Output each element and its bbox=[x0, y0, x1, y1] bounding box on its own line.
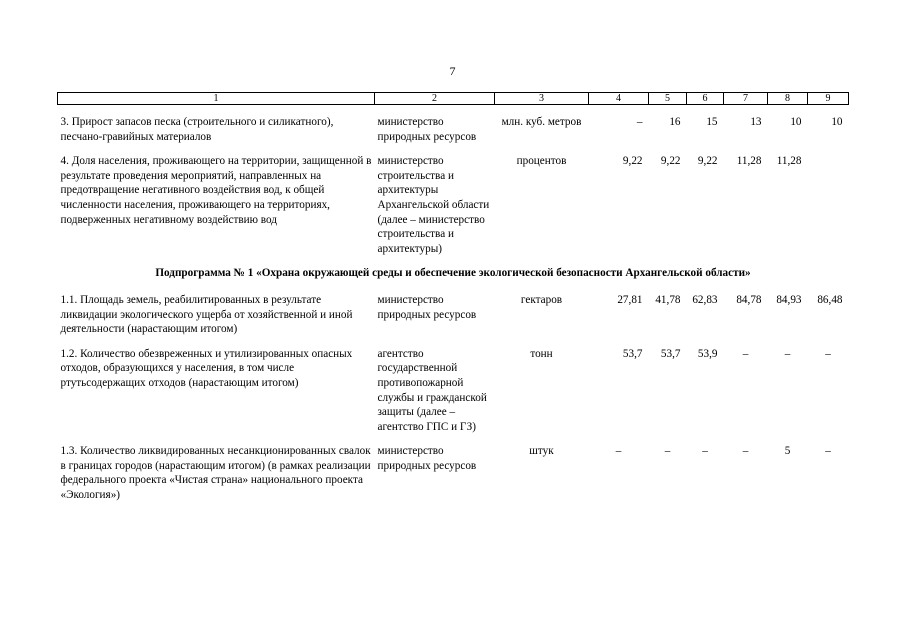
header-cell: 9 bbox=[808, 93, 849, 105]
value-cell: 13 bbox=[750, 116, 762, 128]
unit: гектаров bbox=[520, 293, 563, 306]
value-cell: 16 bbox=[669, 116, 681, 128]
value-cell: – bbox=[784, 347, 791, 360]
header-cell: 8 bbox=[768, 93, 808, 105]
value-cell: 5 bbox=[784, 445, 791, 458]
value-cell: – bbox=[742, 445, 749, 458]
responsible-body: агентство государственной противопожарной службы и гражданской защиты (далее – агентство ГПС и ГЗ) bbox=[377, 347, 487, 433]
page-number: 7 bbox=[449, 64, 456, 78]
header-cell: 1 bbox=[58, 93, 375, 105]
indicators-table bbox=[57, 92, 849, 503]
indicator-name: 3. Прирост запасов песка (строительного и силикатного), песчано-гравийных материалов bbox=[60, 116, 334, 143]
header-cell: 6 bbox=[687, 93, 724, 105]
value-cell: – bbox=[615, 445, 622, 458]
unit: штук bbox=[529, 445, 554, 458]
value-cell: 11,28 bbox=[736, 155, 762, 168]
value-cell: 84,93 bbox=[776, 293, 802, 306]
value-cell: 53,7 bbox=[660, 347, 681, 360]
value-cell: 84,78 bbox=[736, 293, 762, 306]
value-cell: 53,7 bbox=[622, 347, 643, 360]
value-cell: 41,78 bbox=[655, 293, 681, 306]
table-row bbox=[58, 154, 849, 256]
indicator-name: 1.2. Количество обезвреженных и утилизированных опасных отходов, образующихся у населения, в том числе ртутьсодержащих отходов (нарастающим итогом) bbox=[60, 347, 353, 389]
subprogram-row bbox=[58, 256, 849, 293]
table-row bbox=[58, 293, 849, 337]
header-cell: 4 bbox=[589, 93, 649, 105]
header-cell: 2 bbox=[375, 93, 495, 105]
value-cell: 62,83 bbox=[692, 293, 718, 306]
value-cell: 9,22 bbox=[622, 155, 643, 168]
header-cell: 5 bbox=[649, 93, 687, 105]
value-cell: – bbox=[636, 116, 643, 128]
value-cell: 27,81 bbox=[617, 293, 643, 306]
responsible-body: министерство строительства и архитектуры Архангельской области (далее – министерство строительства и архитектуры) bbox=[377, 155, 490, 255]
value-cell: 10 bbox=[831, 116, 843, 128]
header-cell: 3 bbox=[495, 93, 589, 105]
unit: процентов bbox=[516, 155, 567, 168]
indicator-name: 4. Доля населения, проживающего на территории, защищенной в результате проведения мероприятий, направленных на предотвращение негативного воздействия вод, к общей численности населения, проживающего на территориях, подверженных негативному воздействию вод bbox=[60, 155, 372, 226]
value-cell: – bbox=[742, 347, 749, 360]
value-cell: – bbox=[825, 347, 831, 360]
value-cell: 9,22 bbox=[697, 155, 718, 168]
value-cell: – bbox=[664, 445, 671, 458]
value-cell: 11,28 bbox=[776, 155, 802, 168]
indicator-name: 1.1. Площадь земель, реабилитированных в результате ликвидации экологического ущерба от хозяйственной и иной деятельности (нарастающим итогом) bbox=[60, 293, 353, 336]
table-row bbox=[58, 115, 849, 144]
header-cell: 7 bbox=[724, 93, 768, 105]
unit: млн. куб. метров bbox=[501, 116, 582, 128]
value-cell: – bbox=[702, 445, 708, 458]
responsible-body: министерство природных ресурсов bbox=[377, 116, 477, 143]
indicator-name: 1.3. Количество ликвидированных несанкционированных свалок в границах городов (нарастающим итогом) (в рамках реализации федерального проекта «Чистая страна» национального проекта «Экология») bbox=[60, 445, 371, 502]
value-cell: – bbox=[825, 445, 831, 458]
value-cell: 53,9 bbox=[697, 347, 718, 360]
subprogram-title: Подпрограмма № 1 «Охрана окружающей среды и обеспечение экологической безопасности Архангельской области» bbox=[155, 267, 751, 280]
value-cell: 15 bbox=[706, 116, 718, 128]
unit: тонн bbox=[530, 347, 553, 360]
responsible-body: министерство природных ресурсов bbox=[377, 445, 477, 472]
value-cell: 10 bbox=[790, 116, 802, 128]
responsible-body: министерство природных ресурсов bbox=[377, 293, 477, 321]
value-cell: 9,22 bbox=[660, 155, 681, 168]
table-row bbox=[58, 444, 849, 502]
value-cell: 86,48 bbox=[817, 293, 843, 306]
table-header-row bbox=[58, 93, 849, 105]
table-row bbox=[58, 347, 849, 435]
value-cell bbox=[808, 154, 849, 256]
